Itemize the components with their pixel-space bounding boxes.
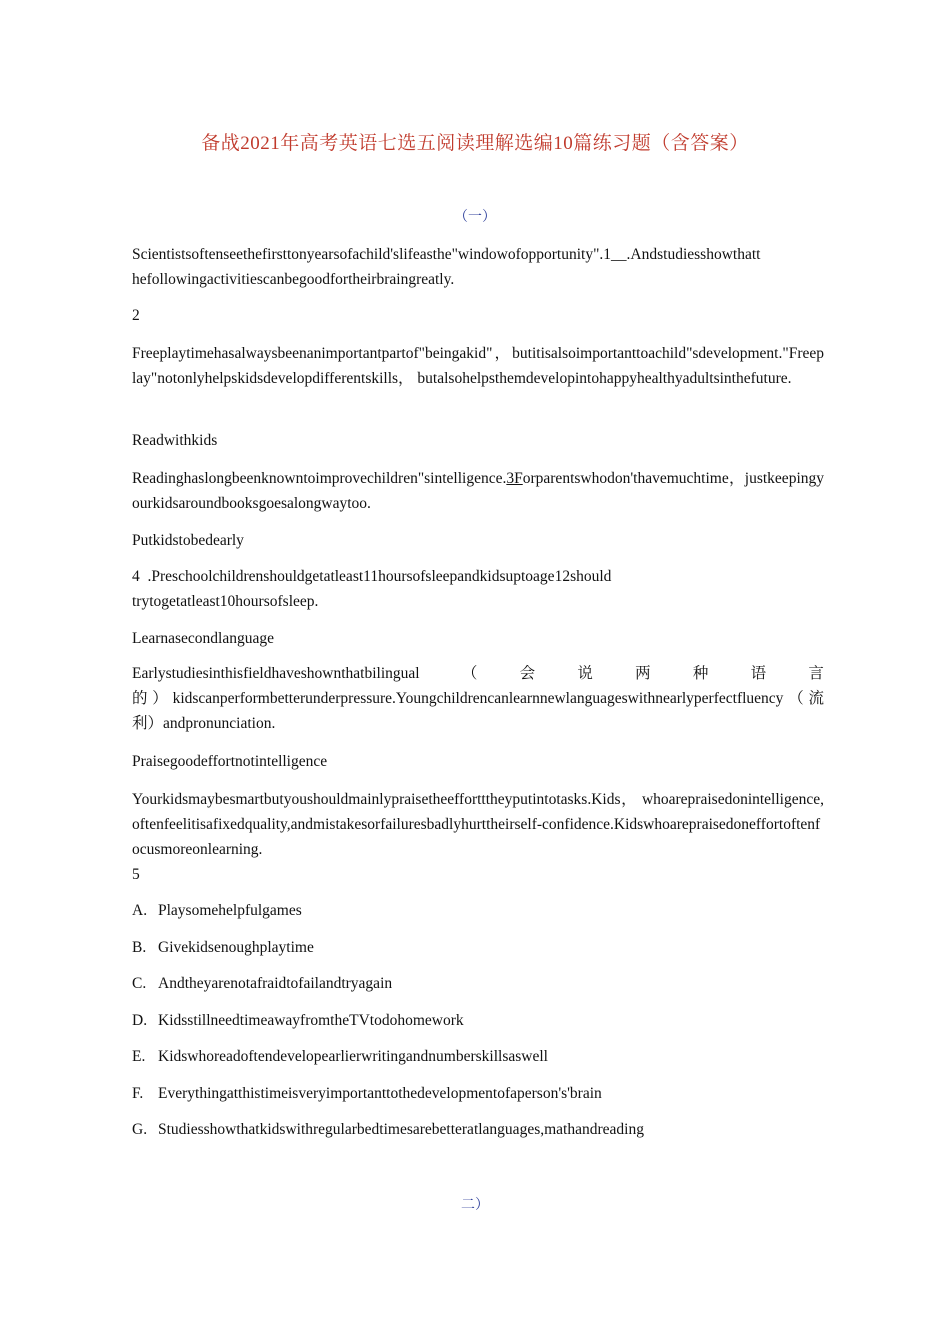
intro-line-2: hefollowingactivitiescanbegoodfortheirbraingreatly.: [132, 271, 455, 288]
blank-3-marker: 3F: [506, 470, 523, 487]
read-text: [132, 466, 824, 516]
read-text-c: orparentswhodon'thavemuchtime，justkeepingyourkidsaroundbooksgoesalongwaytoo.: [132, 470, 824, 512]
option-d: D. KidsstillneedtimeawayfromtheTVtodohomework: [132, 1012, 464, 1029]
option-g: G. Studiesshowthatkidswithregularbedtimesarebetteratlanguages,mathandreading: [132, 1121, 644, 1138]
option-b: B. Givekidsenoughplaytime: [132, 939, 314, 956]
option-c: C. Andtheyarenotafraidtofailandtryagain: [132, 975, 393, 992]
option-e: E. Kidswhoreadoftendevelopearlierwritingandnumberskillsaswell: [132, 1048, 548, 1065]
sleep-paragraph: [132, 564, 824, 614]
section-label-2: 二）: [461, 1198, 489, 1213]
language-text: 的）kidscanperformbetterunderpressure.Youngchildrencanlearnnewlanguageswithnearlyperfectfluency（流利）andpronunciation.: [132, 690, 824, 732]
sleep-line-2: trytogetatleast10hoursofsleep.: [132, 593, 319, 610]
option-f: F. Everythingatthistimeisveryimportanttothedevelopmentofaperson's'brain: [132, 1085, 602, 1102]
heading-second-language: Learnasecondlanguage: [132, 630, 275, 647]
language-word: 两: [635, 665, 651, 682]
freeplay-paragraph: [132, 341, 824, 391]
heading-read-with-kids: Readwithkids: [132, 432, 218, 449]
language-word: 会: [519, 665, 536, 682]
sleep-line-1: 4 .Preschoolchildrenshouldgetatleast11hoursofsleepandkidsuptoage12should: [132, 568, 612, 585]
blank-2: 2: [132, 307, 140, 324]
language-word: 语: [750, 665, 767, 682]
read-text-a: Readinghaslongbeenknowntoimprovechildren"sintelligence.: [132, 470, 507, 487]
language-word: Earlystudiesinthisfieldhaveshownthatbilingual: [132, 665, 420, 682]
praise-text: Yourkidsmaybesmartbutyoushouldmainlypraisetheeffortttheyputintotasks.Kids， whoarepraisedonintelligence,oftenfeelitisafixedquality,andmistakesorfailuresbadlyhurttheirself-confidence.Kidswhoarepraisedoneffortoftenfocusmoreonlearning.: [132, 791, 824, 858]
document-title: 备战2021年高考英语七选五阅读理解选编10篇练习题（含答案）: [201, 133, 749, 154]
language-word: 种: [692, 665, 709, 682]
language-word: 言: [808, 665, 824, 682]
freeplay-text: Freeplaytimehasalwaysbeenanimportantpartof"beingakid"，butitisalsoimportanttoachild"sdevelopment."Freeplay"notonlyhelpskidsdevelopdifferentskills， butalsohelpsthemdevelopintohappyhealthyadultsinthefuture.: [132, 345, 824, 387]
intro-paragraph: [132, 242, 824, 292]
section-label-1: （一）: [454, 210, 496, 225]
heading-bed-early: Putkidstobedearly: [132, 532, 244, 549]
option-a: A. Playsomehelpfulgames: [132, 902, 302, 919]
language-word: （: [461, 665, 478, 682]
blank-5: 5: [132, 866, 140, 883]
heading-praise-effort: Praisegoodeffortnotintelligence: [132, 753, 328, 770]
language-word: 说: [577, 665, 593, 682]
read-paragraph: [132, 466, 824, 516]
praise-paragraph: [132, 787, 824, 862]
intro-line-1: Scientistsoftenseethefirsttonyearsofachild'slifeasthe"windowofopportunity".1__.Andstudiesshowthatt: [132, 246, 761, 263]
language-line-1: [132, 661, 824, 686]
language-paragraph: [132, 661, 824, 736]
